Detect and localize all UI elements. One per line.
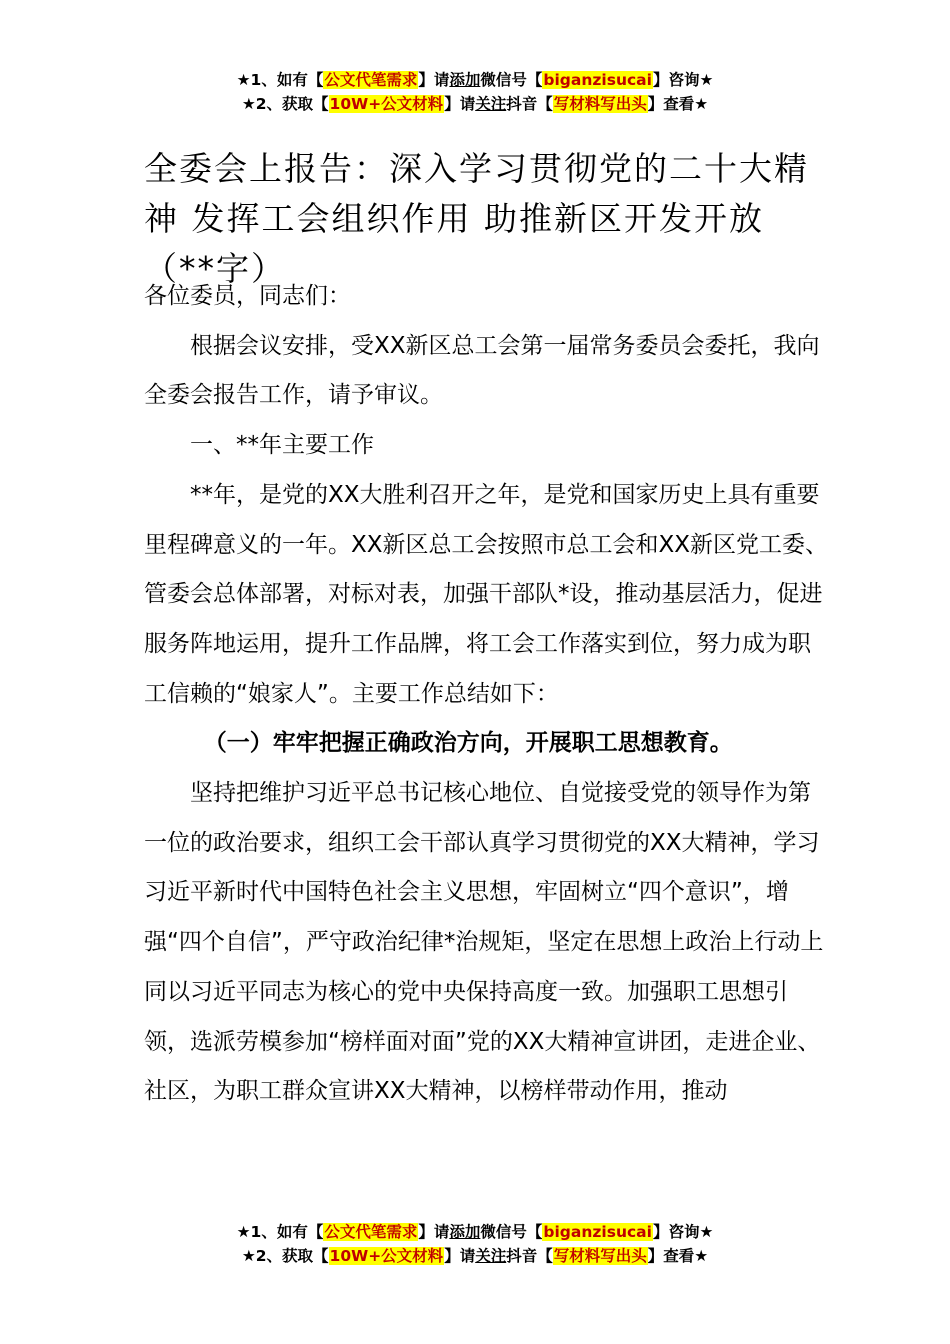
promo-douyin-id: 写材料写出头 — [553, 1247, 647, 1265]
paragraph: 根据会议安排，受XX新区总工会第一届常务委员会委托，我向全委会报告工作，请予审议。 — [144, 332, 820, 409]
promo-text: 抖音【 — [506, 1247, 553, 1265]
promo-highlight: 公文代笔需求 — [324, 1223, 418, 1241]
promo-text: 微信号【 — [480, 1223, 543, 1241]
promo-text: 微信号【 — [480, 71, 543, 89]
promo-underline: 添加 — [449, 1223, 481, 1241]
salutation: 各位委员，同志们： — [144, 283, 351, 309]
promo-banner-top — [0, 68, 950, 116]
promo-wechat-id: biganzisucai — [543, 71, 652, 89]
promo-text: 抖音【 — [506, 95, 553, 113]
promo-text: ★2、获取【 — [241, 95, 329, 113]
promo-banner-bottom — [0, 1220, 950, 1268]
promo-text: 】请 — [418, 1223, 450, 1241]
paragraph: 坚持把维护习近平总书记核心地位、自觉接受党的领导作为第一位的政治要求，组织工会干部认真学习贯彻党的XX大精神，学习习近平新时代中国特色社会主义思想，牢固树立“四个意识”，增强“四个自信”，严守政治纪律*治规矩，坚定在思想上政治上行动上同以习近平同志为核心的党中央保持高度一致。加强职工思想引领，选派劳模参加“榜样面对面”党的XX大精神宣讲团，走进企业、社区，为职工群众宣讲XX大精神，以榜样带动作用，推动 — [144, 780, 824, 1105]
promo-highlight: 10W+公文材料 — [329, 95, 444, 113]
promo-text: 】咨询★ — [652, 1223, 714, 1241]
section-heading: 一、**年主要工作 — [190, 432, 374, 459]
promo-text: ★1、如有【 — [236, 71, 324, 89]
promo-line-2 — [0, 92, 950, 116]
promo-wechat-id: biganzisucai — [543, 1223, 652, 1241]
promo-line-1 — [0, 68, 950, 92]
promo-text: 】查看★ — [647, 95, 709, 113]
promo-underline: 关注 — [475, 95, 507, 113]
promo-line-2 — [0, 1244, 950, 1268]
promo-line-1 — [0, 1220, 950, 1244]
promo-text: 】请 — [444, 95, 476, 113]
promo-highlight: 公文代笔需求 — [324, 71, 418, 89]
promo-underline: 关注 — [475, 1247, 507, 1265]
document-title: 全委会上报告：深入学习贯彻党的二十大精神 发挥工会组织作用 助推新区开发开放（**字） — [144, 149, 809, 289]
promo-text: 】咨询★ — [652, 71, 714, 89]
promo-text: ★2、获取【 — [241, 1247, 329, 1265]
promo-highlight: 10W+公文材料 — [329, 1247, 444, 1265]
promo-text: 】请 — [418, 71, 450, 89]
promo-text: 】请 — [444, 1247, 476, 1265]
subsection-heading: （一）牢牢把握正确政治方向，开展职工思想教育。 — [203, 730, 733, 757]
paragraph: **年，是党的XX大胜利召开之年，是党和国家历史上具有重要里程碑意义的一年。XX新区总工会按照市总工会和XX新区党工委、管委会总体部署，对标对表，加强干部队*设，推动基层活力，促进服务阵地运用，提升工作品牌，将工会工作落实到位，努力成为职工信赖的“娘家人”。主要工作总结如下： — [144, 481, 829, 707]
promo-text: ★1、如有【 — [236, 1223, 324, 1241]
promo-text: 】查看★ — [647, 1247, 709, 1265]
document-body — [144, 272, 832, 1117]
promo-douyin-id: 写材料写出头 — [553, 95, 647, 113]
promo-underline: 添加 — [449, 71, 481, 89]
